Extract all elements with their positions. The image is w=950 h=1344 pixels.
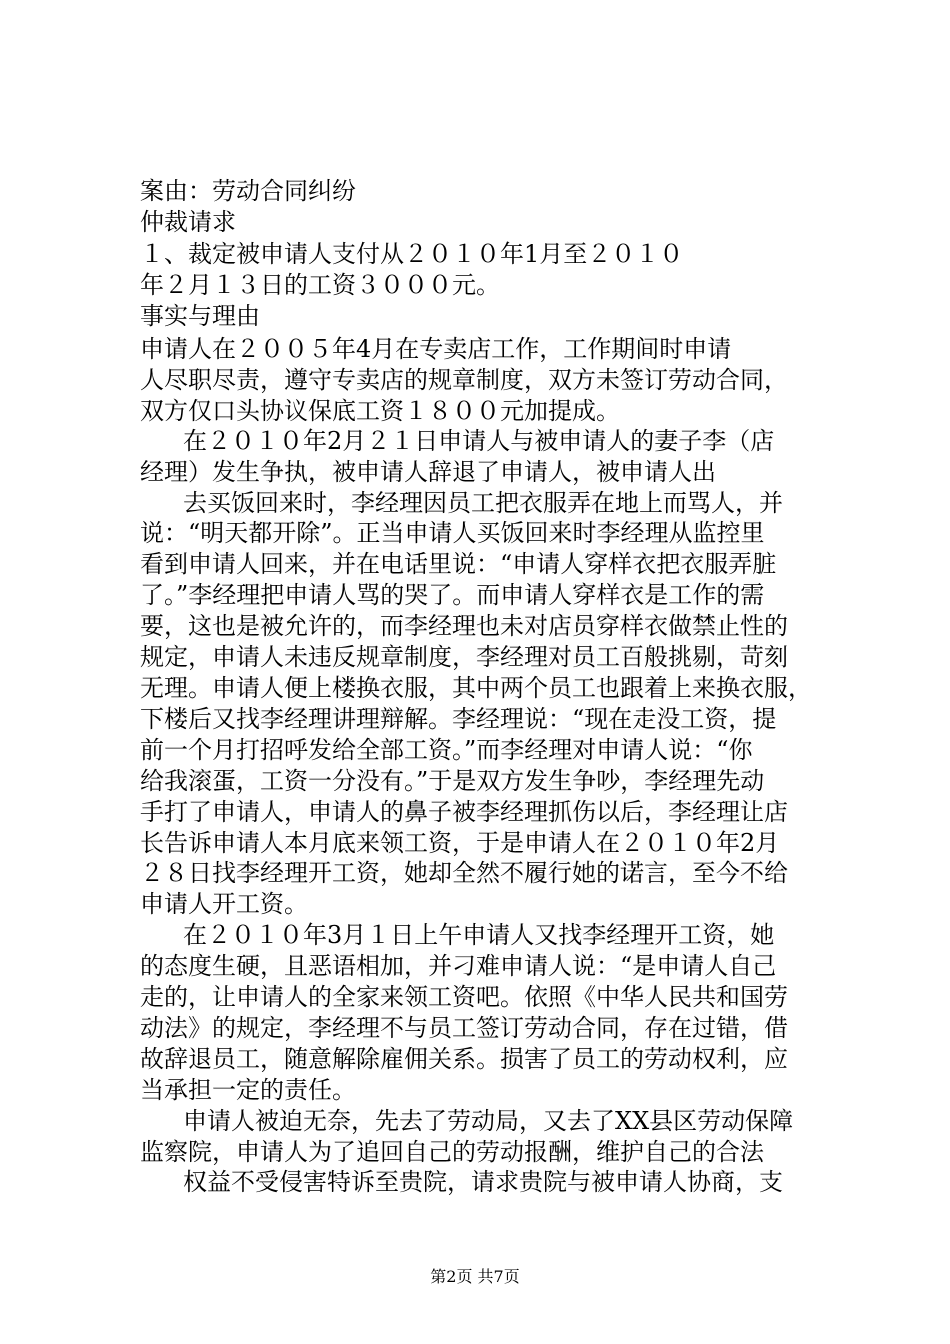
paragraph-line: 手打了申请人，申请人的鼻子被李经理抓伤以后，李经理让店 <box>140 798 788 826</box>
paragraph-line: 申请人在２００５年4月在专卖店工作，工作期间时申请 <box>140 335 732 363</box>
facts-reasons-heading: 事实与理由 <box>140 302 260 330</box>
paragraph-line: 无理。申请人便上楼换衣服，其中两个员工也跟着上来换衣服， <box>140 674 812 702</box>
paragraph-line: 前一个月打招呼发给全部工资。”而李经理对申请人说：“你 <box>140 736 753 764</box>
arbitration-request-heading: 仲裁请求 <box>140 208 236 236</box>
paragraph-line: 权益不受侵害特诉至贵院，请求贵院与被申请人协商，支 <box>183 1168 783 1196</box>
paragraph-line: 在２０１０年2月２１日申请人与被申请人的妻子李（店 <box>183 427 775 455</box>
paragraph-line: 当承担一定的责任。 <box>140 1076 356 1104</box>
paragraph-line: 故辞退员工，随意解除雇佣关系。损害了员工的劳动权利，应 <box>140 1045 788 1073</box>
paragraph-line: 经理）发生争执，被申请人辞退了申请人，被申请人出 <box>140 458 716 486</box>
paragraph-line: 的态度生硬，且恶语相加，并刁难申请人说：“是申请人自己 <box>140 952 777 980</box>
case-cause-line: 案由：劳动合同纠纷 <box>140 177 356 205</box>
paragraph-line: 了。”李经理把申请人骂的哭了。而申请人穿样衣是工作的需 <box>140 581 765 609</box>
page-footer: 第2页 共7页 <box>430 1267 520 1286</box>
paragraph-line: 动法》的规定，李经理不与员工签订劳动合同，存在过错，借 <box>140 1014 788 1042</box>
paragraph-line: 给我滚蛋，工资一分没有。”于是双方发生争吵，李经理先动 <box>140 767 765 795</box>
request-item-line: 年２月１３日的工资３０００元。 <box>140 271 500 299</box>
paragraph-line: 看到申请人回来，并在电话里说：“申请人穿样衣把衣服弄脏 <box>140 550 777 578</box>
paragraph-line: 长告诉申请人本月底来领工资，于是申请人在２０１０年2月 <box>140 829 780 857</box>
paragraph-line: 下楼后又找李经理讲理辩解。李经理说：“现在走没工资，提 <box>140 705 777 733</box>
paragraph-line: 双方仅口头协议保底工资１８００元加提成。 <box>140 397 620 425</box>
paragraph-line: 规定，申请人未违反规章制度，李经理对员工百般挑剔，苛刻 <box>140 643 788 671</box>
paragraph-line: 要，这也是被允许的，而李经理也未对店员穿样衣做禁止性的 <box>140 612 788 640</box>
paragraph-line: 人尽职尽责，遵守专卖店的规章制度，双方未签订劳动合同， <box>140 366 788 394</box>
request-item-line: １、裁定被申请人支付从２０１０年1月至２０１０ <box>140 240 684 268</box>
paragraph-line: 走的，让申请人的全家来领工资吧。依照《中华人民共和国劳 <box>140 983 788 1011</box>
paragraph-line: 申请人开工资。 <box>140 890 308 918</box>
paragraph-line: 说：“明天都开除”。正当申请人买饭回来时李经理从监控里 <box>140 519 765 547</box>
paragraph-line: 去买饭回来时，李经理因员工把衣服弄在地上而骂人，并 <box>183 489 783 517</box>
paragraph-line: ２８日找李经理开工资，她却全然不履行她的诺言，至今不给 <box>140 859 788 887</box>
paragraph-line: 在２０１０年3月１日上午申请人又找李经理开工资，她 <box>183 921 775 949</box>
paragraph-line: 申请人被迫无奈，先去了劳动局，又去了XX县区劳动保障 <box>183 1107 794 1135</box>
paragraph-line: 监察院，申请人为了追回自己的劳动报酬，维护自己的合法 <box>140 1138 764 1166</box>
